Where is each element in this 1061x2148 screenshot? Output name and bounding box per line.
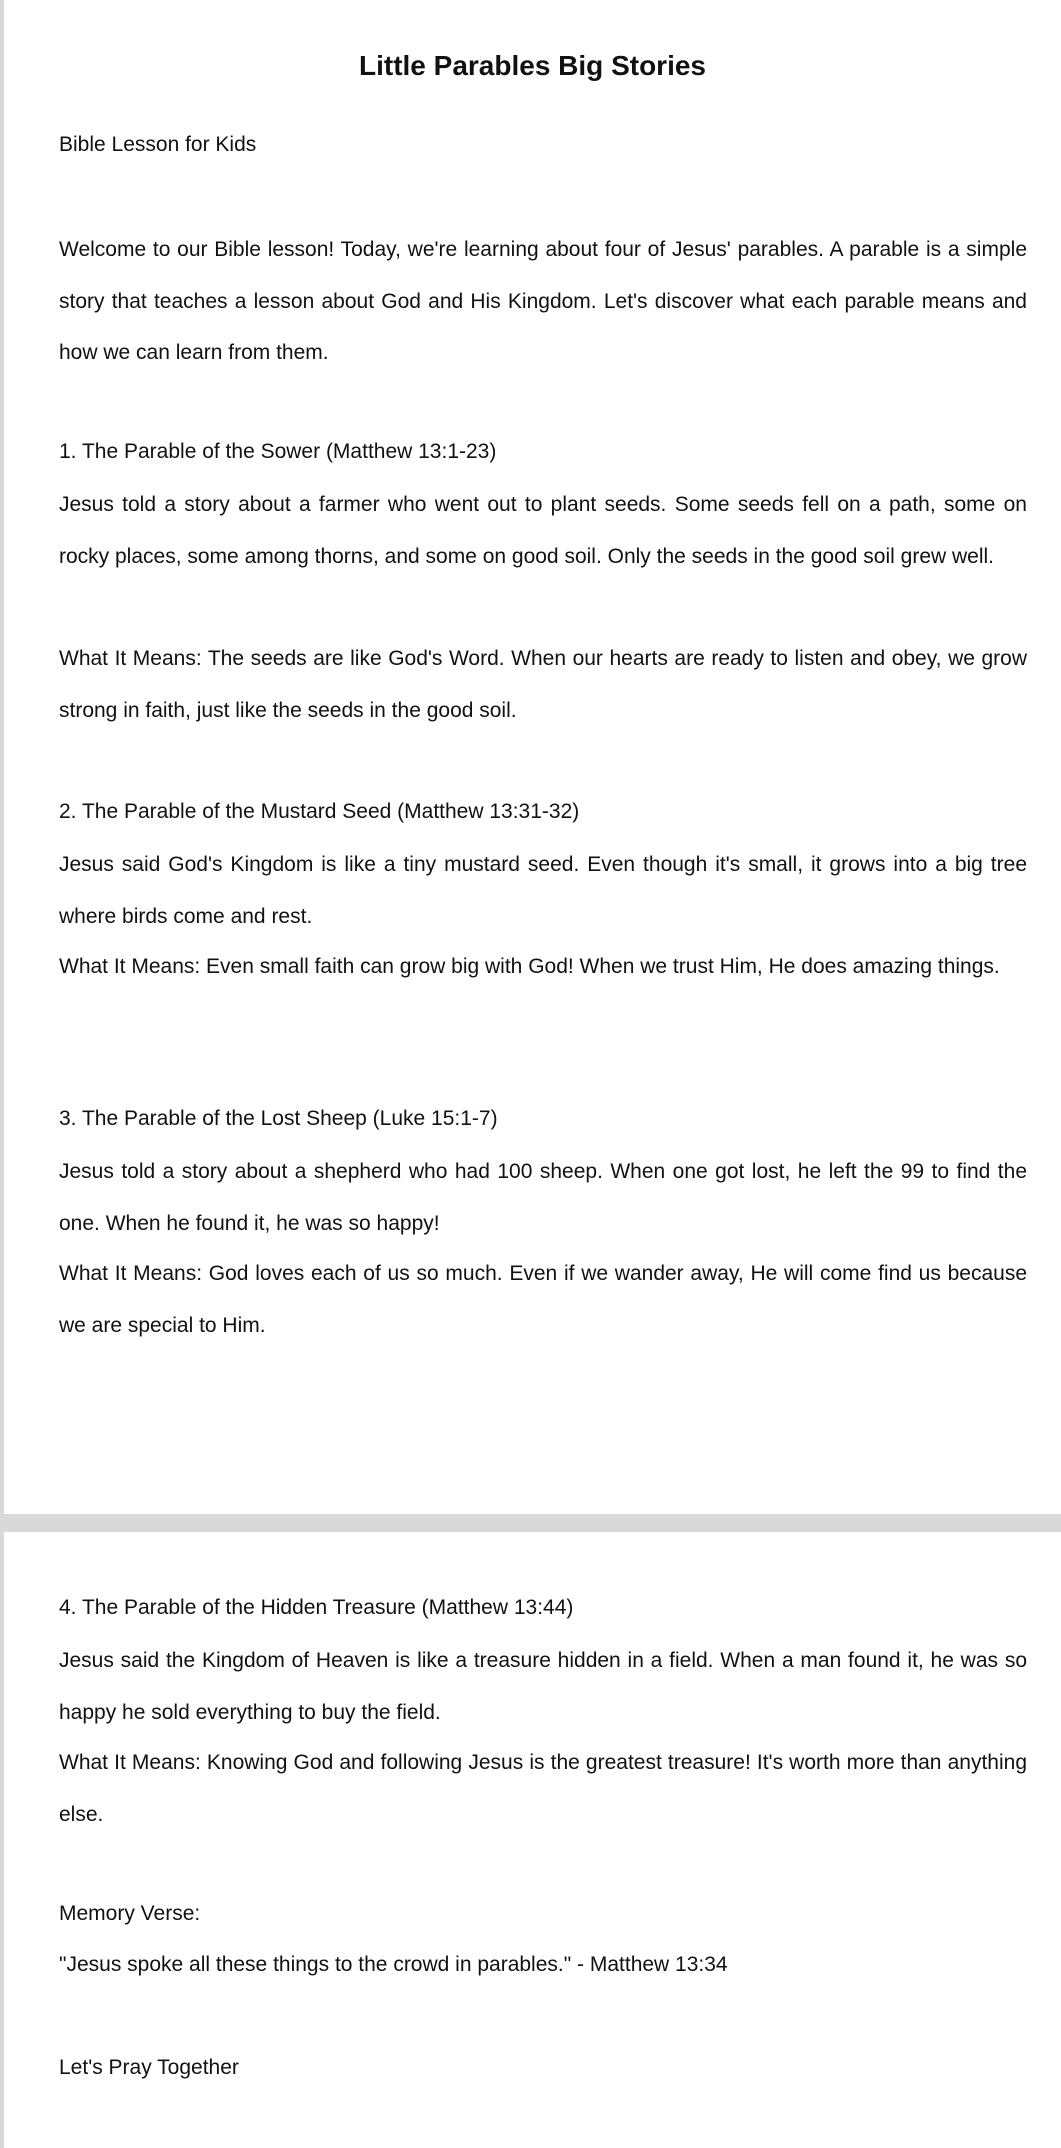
parable-4-meaning: What It Means: Knowing God and following Jesus is the greatest treasure! It's worth more than anything else. [59,1751,1027,1826]
document-page-2 [4,1532,1061,2148]
parable-2-heading: 2. The Parable of the Mustard Seed (Matthew 13:31-32) [59,800,580,823]
document-title: Little Parables Big Stories [359,50,706,81]
parable-3-story: Jesus told a story about a shepherd who had 100 sheep. When one got lost, he left the 99 to find the one. When he found it, he was so happy! [59,1160,1027,1235]
parable-1-story: Jesus told a story about a farmer who went out to plant seeds. Some seeds fell on a path, some on rocky places, some among thorns, and some on good soil. Only the seeds in the good soil grew well. [59,493,1027,568]
memory-verse-label: Memory Verse: [59,1902,201,1925]
parable-2-story: Jesus said God's Kingdom is like a tiny mustard seed. Even though it's small, it grows into a big tree where birds come and rest. [59,853,1027,928]
parable-1-meaning: What It Means: The seeds are like God's Word. When our hearts are ready to listen and obey, we grow strong in faith, just like the seeds in the good soil. [59,647,1027,722]
document-page-1 [4,0,1061,1514]
parable-3-meaning: What It Means: God loves each of us so much. Even if we wander away, He will come find us because we are special to Him. [59,1262,1027,1337]
parable-4-story: Jesus said the Kingdom of Heaven is like a treasure hidden in a field. When a man found it, he was so happy he sold everything to buy the field. [59,1649,1027,1724]
parable-2-meaning: What It Means: Even small faith can grow big with God! When we trust Him, He does amazing things. [59,955,1000,978]
parable-4-heading: 4. The Parable of the Hidden Treasure (Matthew 13:44) [59,1596,574,1619]
document-subtitle: Bible Lesson for Kids [59,133,257,156]
parable-3-heading: 3. The Parable of the Lost Sheep (Luke 15:1-7) [59,1107,498,1130]
memory-verse-text: "Jesus spoke all these things to the crowd in parables." - Matthew 13:34 [59,1953,728,1976]
intro-paragraph: Welcome to our Bible lesson! Today, we're learning about four of Jesus' parables. A parable is a simple story that teaches a lesson about God and His Kingdom. Let's discover what each parable means and how we can learn from them. [59,238,1027,364]
parable-1-heading: 1. The Parable of the Sower (Matthew 13:1-23) [59,440,497,463]
closing-line: Let's Pray Together [59,2056,239,2079]
